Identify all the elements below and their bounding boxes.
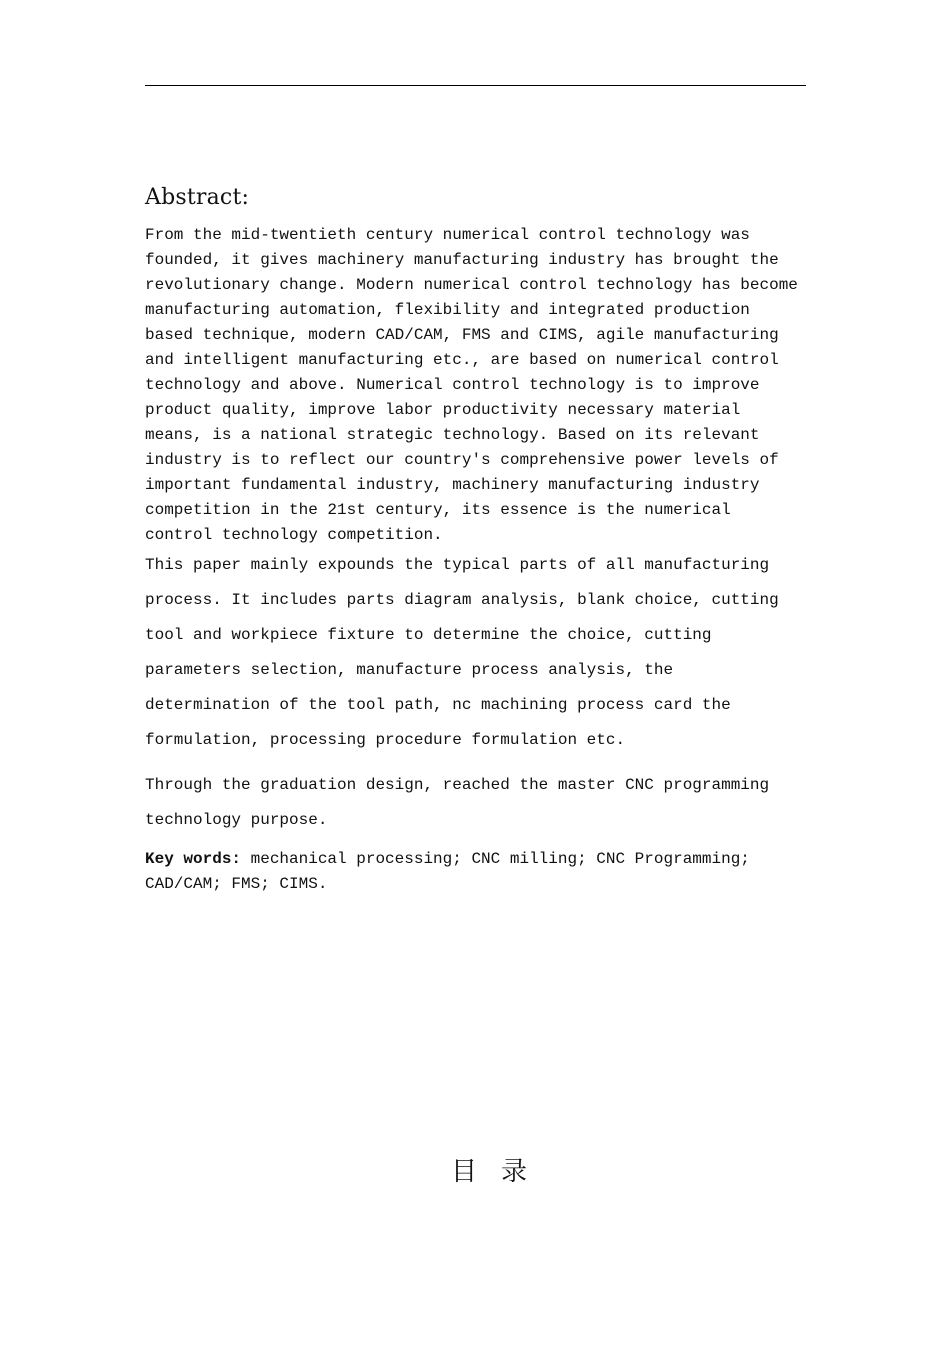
text-line: From the mid-twentieth century numerical control technology was (145, 226, 750, 244)
abstract-paragraph-3 (145, 768, 815, 838)
abstract-paragraph-2 (145, 548, 815, 758)
text-line: industry is to reflect our country's comprehensive power levels of (145, 451, 779, 469)
header-rule (145, 85, 806, 86)
text-line: This paper mainly expounds the typical parts of all manufacturing (145, 556, 770, 574)
keywords-block (145, 847, 815, 897)
toc-title: 目录 (451, 1157, 552, 1187)
text-line: formulation, processing procedure formulation etc. (145, 731, 626, 749)
text-line: revolutionary change. Modern numerical control technology has become (145, 276, 798, 294)
text-line: tool and workpiece fixture to determine the choice, cutting (145, 626, 712, 644)
abstract-paragraph-1 (145, 223, 815, 548)
keywords-line-1 (145, 847, 815, 872)
text-line: important fundamental industry, machinery manufacturing industry (145, 476, 760, 494)
abstract-heading: Abstract: (145, 185, 250, 210)
text-line: and intelligent manufacturing etc., are based on numerical control (145, 351, 779, 369)
keywords-line-2: CAD/CAM; FMS; CIMS. (145, 875, 328, 893)
text-line: parameters selection, manufacture process analysis, the (145, 661, 674, 679)
text-line: founded, it gives machinery manufacturing industry has brought the (145, 251, 779, 269)
text-line: manufacturing automation, flexibility and integrated production (145, 301, 750, 319)
text-line: technology and above. Numerical control technology is to improve (145, 376, 760, 394)
keywords-values: mechanical processing; CNC milling; CNC Programming; (241, 850, 750, 868)
text-line: determination of the tool path, nc machining process card the (145, 696, 731, 714)
text-line: Through the graduation design, reached the master CNC programming (145, 776, 770, 794)
text-line: control technology competition. (145, 526, 443, 544)
text-line: means, is a national strategic technology. Based on its relevant (145, 426, 760, 444)
text-line: product quality, improve labor productivity necessary material (145, 401, 741, 419)
text-line: process. It includes parts diagram analysis, blank choice, cutting (145, 591, 779, 609)
text-line: technology purpose. (145, 811, 328, 829)
keywords-label: Key words: (145, 850, 242, 868)
text-line: based technique, modern CAD/CAM, FMS and CIMS, agile manufacturing (145, 326, 779, 344)
text-line: competition in the 21st century, its essence is the numerical (145, 501, 731, 519)
